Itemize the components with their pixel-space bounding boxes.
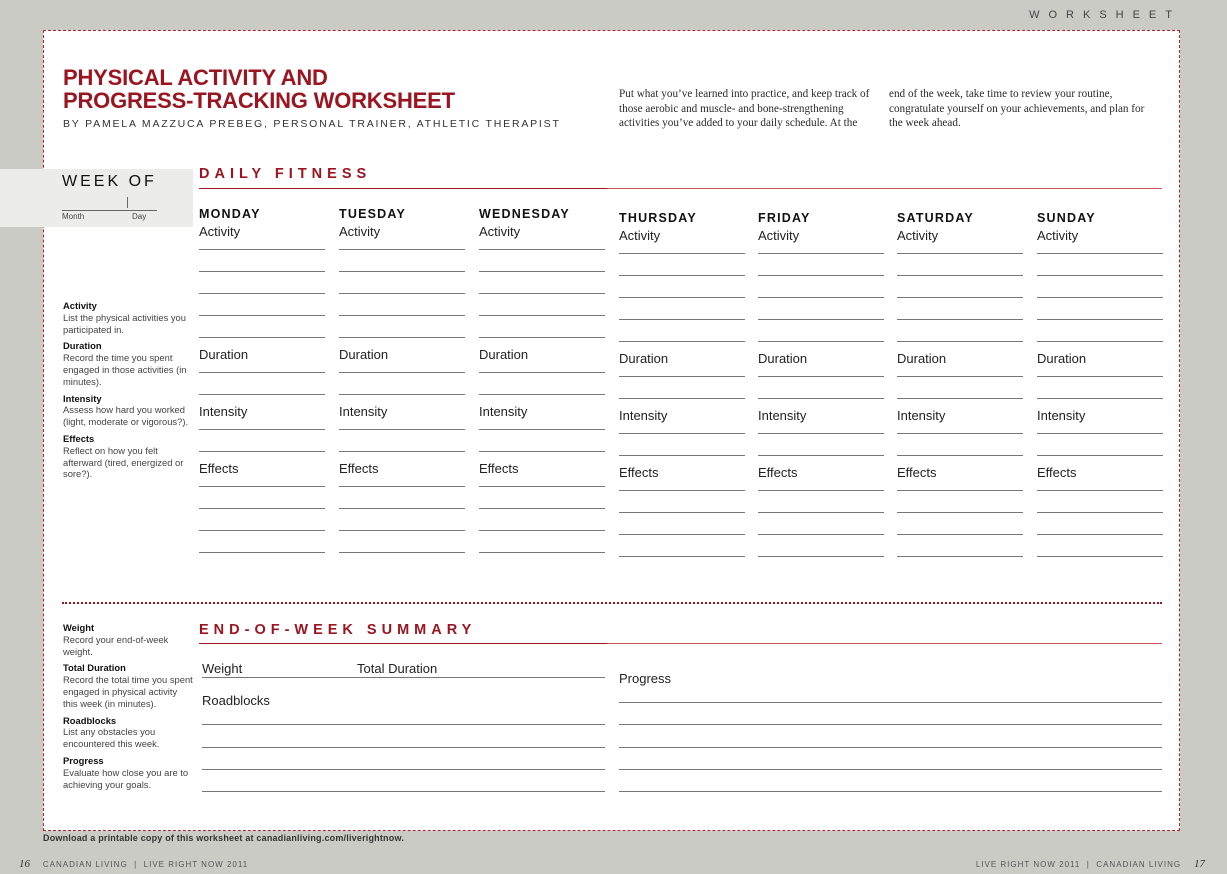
effects-line[interactable] [897,556,1023,557]
duration-line[interactable] [758,398,884,399]
activity-line[interactable] [479,271,605,272]
effects-label: Effects [619,465,659,480]
title-line-2: PROGRESS-TRACKING WORKSHEET [63,88,455,113]
note-heading-activity: Activity [63,300,97,311]
effects-line[interactable] [479,508,605,509]
summary-notes [63,622,193,790]
byline: BY PAMELA MAZZUCA PREBEG, PERSONAL TRAINER, ATHLETIC THERAPIST [63,118,561,130]
week-of-box [0,169,193,227]
intensity-line[interactable] [758,433,884,434]
effects-line[interactable] [897,512,1023,513]
day-column [479,207,605,553]
effects-line[interactable] [1037,534,1163,535]
duration-line[interactable] [339,394,465,395]
daily-fitness-heading: DAILY FITNESS [199,166,372,182]
progress-line-5[interactable] [619,791,1162,792]
activity-line[interactable] [199,271,325,272]
page-number-right: 17 [1194,858,1205,870]
progress-line-3[interactable] [619,747,1162,748]
day-name: WEDNESDAY [479,207,570,221]
activity-label: Activity [758,228,800,243]
effects-line[interactable] [897,490,1023,491]
activity-line[interactable] [479,337,605,338]
activity-line[interactable] [758,275,884,276]
effects-line[interactable] [758,556,884,557]
intensity-label: Intensity [619,408,668,423]
note-text-progress: Evaluate how close you are to achieving your goals. [63,766,189,790]
activity-line[interactable] [1037,341,1163,342]
activity-line[interactable] [619,253,745,254]
note-heading-duration: Duration [63,340,102,352]
effects-line[interactable] [479,486,605,487]
effects-line[interactable] [619,556,745,557]
effects-line[interactable] [619,512,745,513]
effects-line[interactable] [758,534,884,535]
day-name: FRIDAY [758,211,811,225]
progress-line-2[interactable] [619,724,1162,725]
duration-label: Duration [1037,351,1087,366]
day-name: THURSDAY [619,211,697,225]
day-name: MONDAY [199,207,261,221]
note-heading-effects: Effects [63,432,95,444]
activity-label: Activity [619,228,661,243]
duration-label: Duration [199,347,249,362]
daily-fitness-rule-right [607,188,1162,189]
intensity-label: Intensity [1037,408,1086,423]
activity-line[interactable] [897,319,1023,320]
activity-label: Activity [199,224,241,239]
intensity-line[interactable] [758,455,884,456]
activity-line[interactable] [619,297,745,298]
effects-label: Effects [199,461,239,476]
duration-line[interactable] [199,394,325,395]
activity-line[interactable] [339,293,465,294]
note-text-duration: Record the time you spent engaged in those activities (in minutes). [63,352,187,387]
activity-line[interactable] [897,275,1023,276]
effects-label: Effects [1037,465,1077,480]
activity-label: Activity [479,224,521,239]
activity-line[interactable] [619,319,745,320]
duration-line[interactable] [897,398,1023,399]
folio-right-text: LIVE RIGHT NOW 2011 | CANADIAN LIVING [975,860,1182,869]
summary-rule-left [199,643,607,644]
activity-line[interactable] [199,337,325,338]
intro-column-1: Put what you’ve learned into practice, and keep track of those aerobic and muscle- and bone-strengthening activities you’ve added to your daily schedule. At the [619,88,870,130]
day-label: Day [132,212,147,221]
roadblocks-line-2[interactable] [202,747,605,748]
duration-label: Duration [479,347,529,362]
activity-line[interactable] [758,319,884,320]
duration-line[interactable] [1037,376,1163,377]
activity-line[interactable] [479,293,605,294]
effects-line[interactable] [339,530,465,531]
day-name: TUESDAY [339,207,406,221]
activity-line[interactable] [758,253,884,254]
activity-line[interactable] [199,315,325,316]
activity-line[interactable] [339,315,465,316]
week-of-divider [127,197,128,208]
note-heading-weight: Weight [63,622,95,633]
duration-line[interactable] [619,398,745,399]
day-column [339,207,465,553]
effects-line[interactable] [897,534,1023,535]
roadblocks-line-4[interactable] [202,791,605,792]
activity-line[interactable] [1037,275,1163,276]
intensity-label: Intensity [897,408,946,423]
activity-line[interactable] [897,341,1023,342]
activity-line[interactable] [897,297,1023,298]
note-text-intensity: Assess how hard you worked (light, moderate or vigorous?). [63,404,189,428]
duration-line[interactable] [619,376,745,377]
activity-line[interactable] [619,341,745,342]
effects-line[interactable] [479,552,605,553]
activity-line[interactable] [1037,297,1163,298]
intensity-line[interactable] [479,429,605,430]
progress-field-label: Progress [619,671,672,686]
duration-line[interactable] [479,394,605,395]
effects-label: Effects [758,465,798,480]
intensity-line[interactable] [1037,455,1163,456]
effects-line[interactable] [339,508,465,509]
duration-label: Duration [619,351,669,366]
note-text-roadblocks: List any obstacles you encountered this week. [63,726,160,750]
week-of-label: WEEK OF [62,173,157,190]
weight-duration-input-line[interactable] [202,677,605,678]
day-column [758,211,884,557]
effects-line[interactable] [758,512,884,513]
effects-line[interactable] [199,552,325,553]
progress-line-1[interactable] [619,702,1162,703]
activity-line[interactable] [758,297,884,298]
folio-left-text: CANADIAN LIVING | LIVE RIGHT NOW 2011 [42,860,249,869]
effects-line[interactable] [619,490,745,491]
intensity-line[interactable] [199,429,325,430]
folio-left [19,858,248,870]
duration-line[interactable] [479,372,605,373]
day-column [1037,211,1163,557]
note-heading-total-duration: Total Duration [63,662,126,674]
section-divider [62,602,1162,604]
effects-line[interactable] [339,486,465,487]
day-name: SUNDAY [1037,211,1096,225]
duration-line[interactable] [1037,398,1163,399]
activity-line[interactable] [1037,253,1163,254]
intensity-line[interactable] [479,451,605,452]
effects-label: Effects [479,461,519,476]
roadblocks-field-label: Roadblocks [202,693,270,708]
activity-line[interactable] [479,249,605,250]
effects-line[interactable] [199,530,325,531]
intensity-label: Intensity [758,408,807,423]
intensity-line[interactable] [619,433,745,434]
intensity-line[interactable] [339,451,465,452]
duration-label: Duration [897,351,947,366]
intensity-line[interactable] [339,429,465,430]
page-number-left: 16 [19,858,30,870]
weight-field-label: Weight [202,661,243,676]
activity-line[interactable] [619,275,745,276]
activity-label: Activity [339,224,381,239]
activity-line[interactable] [479,315,605,316]
activity-line[interactable] [758,341,884,342]
intensity-line[interactable] [897,455,1023,456]
note-text-weight: Record your end-of-week weight. [63,633,169,657]
day-column [199,207,325,553]
activity-line[interactable] [199,293,325,294]
effects-line[interactable] [1037,490,1163,491]
duration-line[interactable] [758,376,884,377]
download-note: Download a printable copy of this worksheet at canadianliving.com/liverightnow. [43,833,405,843]
day-name: SATURDAY [897,211,974,225]
note-heading-intensity: Intensity [63,392,102,404]
title-line-1: PHYSICAL ACTIVITY AND [63,65,328,90]
effects-line[interactable] [199,486,325,487]
day-column [619,211,745,557]
activity-line[interactable] [897,253,1023,254]
effects-label: Effects [339,461,379,476]
page-title [63,66,455,112]
intro-column-2: end of the week, take time to review your routine, congratulate yourself on your achievements, and plan for the week ahead. [889,88,1145,130]
effects-line[interactable] [339,552,465,553]
note-text-activity: List the physical activities you participated in. [63,311,186,335]
intensity-line[interactable] [1037,433,1163,434]
effects-line[interactable] [619,534,745,535]
intensity-label: Intensity [199,404,248,419]
day-column [897,211,1023,557]
note-heading-roadblocks: Roadblocks [63,714,117,726]
intensity-label: Intensity [479,404,528,419]
daily-fitness-rule-left [199,188,607,189]
total-duration-field-label: Total Duration [357,661,438,676]
duration-label: Duration [339,347,389,362]
activity-line[interactable] [339,271,465,272]
activity-label: Activity [897,228,939,243]
activity-line[interactable] [339,249,465,250]
activity-line[interactable] [199,249,325,250]
daily-notes [63,300,193,480]
worksheet-page [43,30,1180,831]
duration-line[interactable] [199,372,325,373]
effects-line[interactable] [1037,512,1163,513]
progress-line-4[interactable] [619,769,1162,770]
week-of-input-line[interactable] [62,210,157,211]
duration-label: Duration [758,351,808,366]
effects-line[interactable] [199,508,325,509]
intensity-line[interactable] [897,433,1023,434]
note-text-effects: Reflect on how you felt afterward (tired, energized or sore?). [63,444,184,480]
effects-label: Effects [897,465,937,480]
activity-line[interactable] [339,337,465,338]
summary-rule-right [607,643,1162,644]
summary-heading: END-OF-WEEK SUMMARY [199,622,477,638]
month-label: Month [62,212,85,221]
intensity-line[interactable] [199,451,325,452]
effects-line[interactable] [758,490,884,491]
note-text-total-duration: Record the total time you spent engaged in physical activity this week (in minutes). [63,674,193,709]
intensity-label: Intensity [339,404,388,419]
roadblocks-line-3[interactable] [202,769,605,770]
activity-label: Activity [1037,228,1079,243]
intensity-line[interactable] [619,455,745,456]
duration-line[interactable] [339,372,465,373]
activity-line[interactable] [1037,319,1163,320]
section-tag: WORKSHEET [1029,9,1181,21]
roadblocks-line-1[interactable] [202,724,605,725]
effects-line[interactable] [479,530,605,531]
folio-right [976,858,1205,870]
duration-line[interactable] [897,376,1023,377]
effects-line[interactable] [1037,556,1163,557]
note-heading-progress: Progress [63,754,104,766]
